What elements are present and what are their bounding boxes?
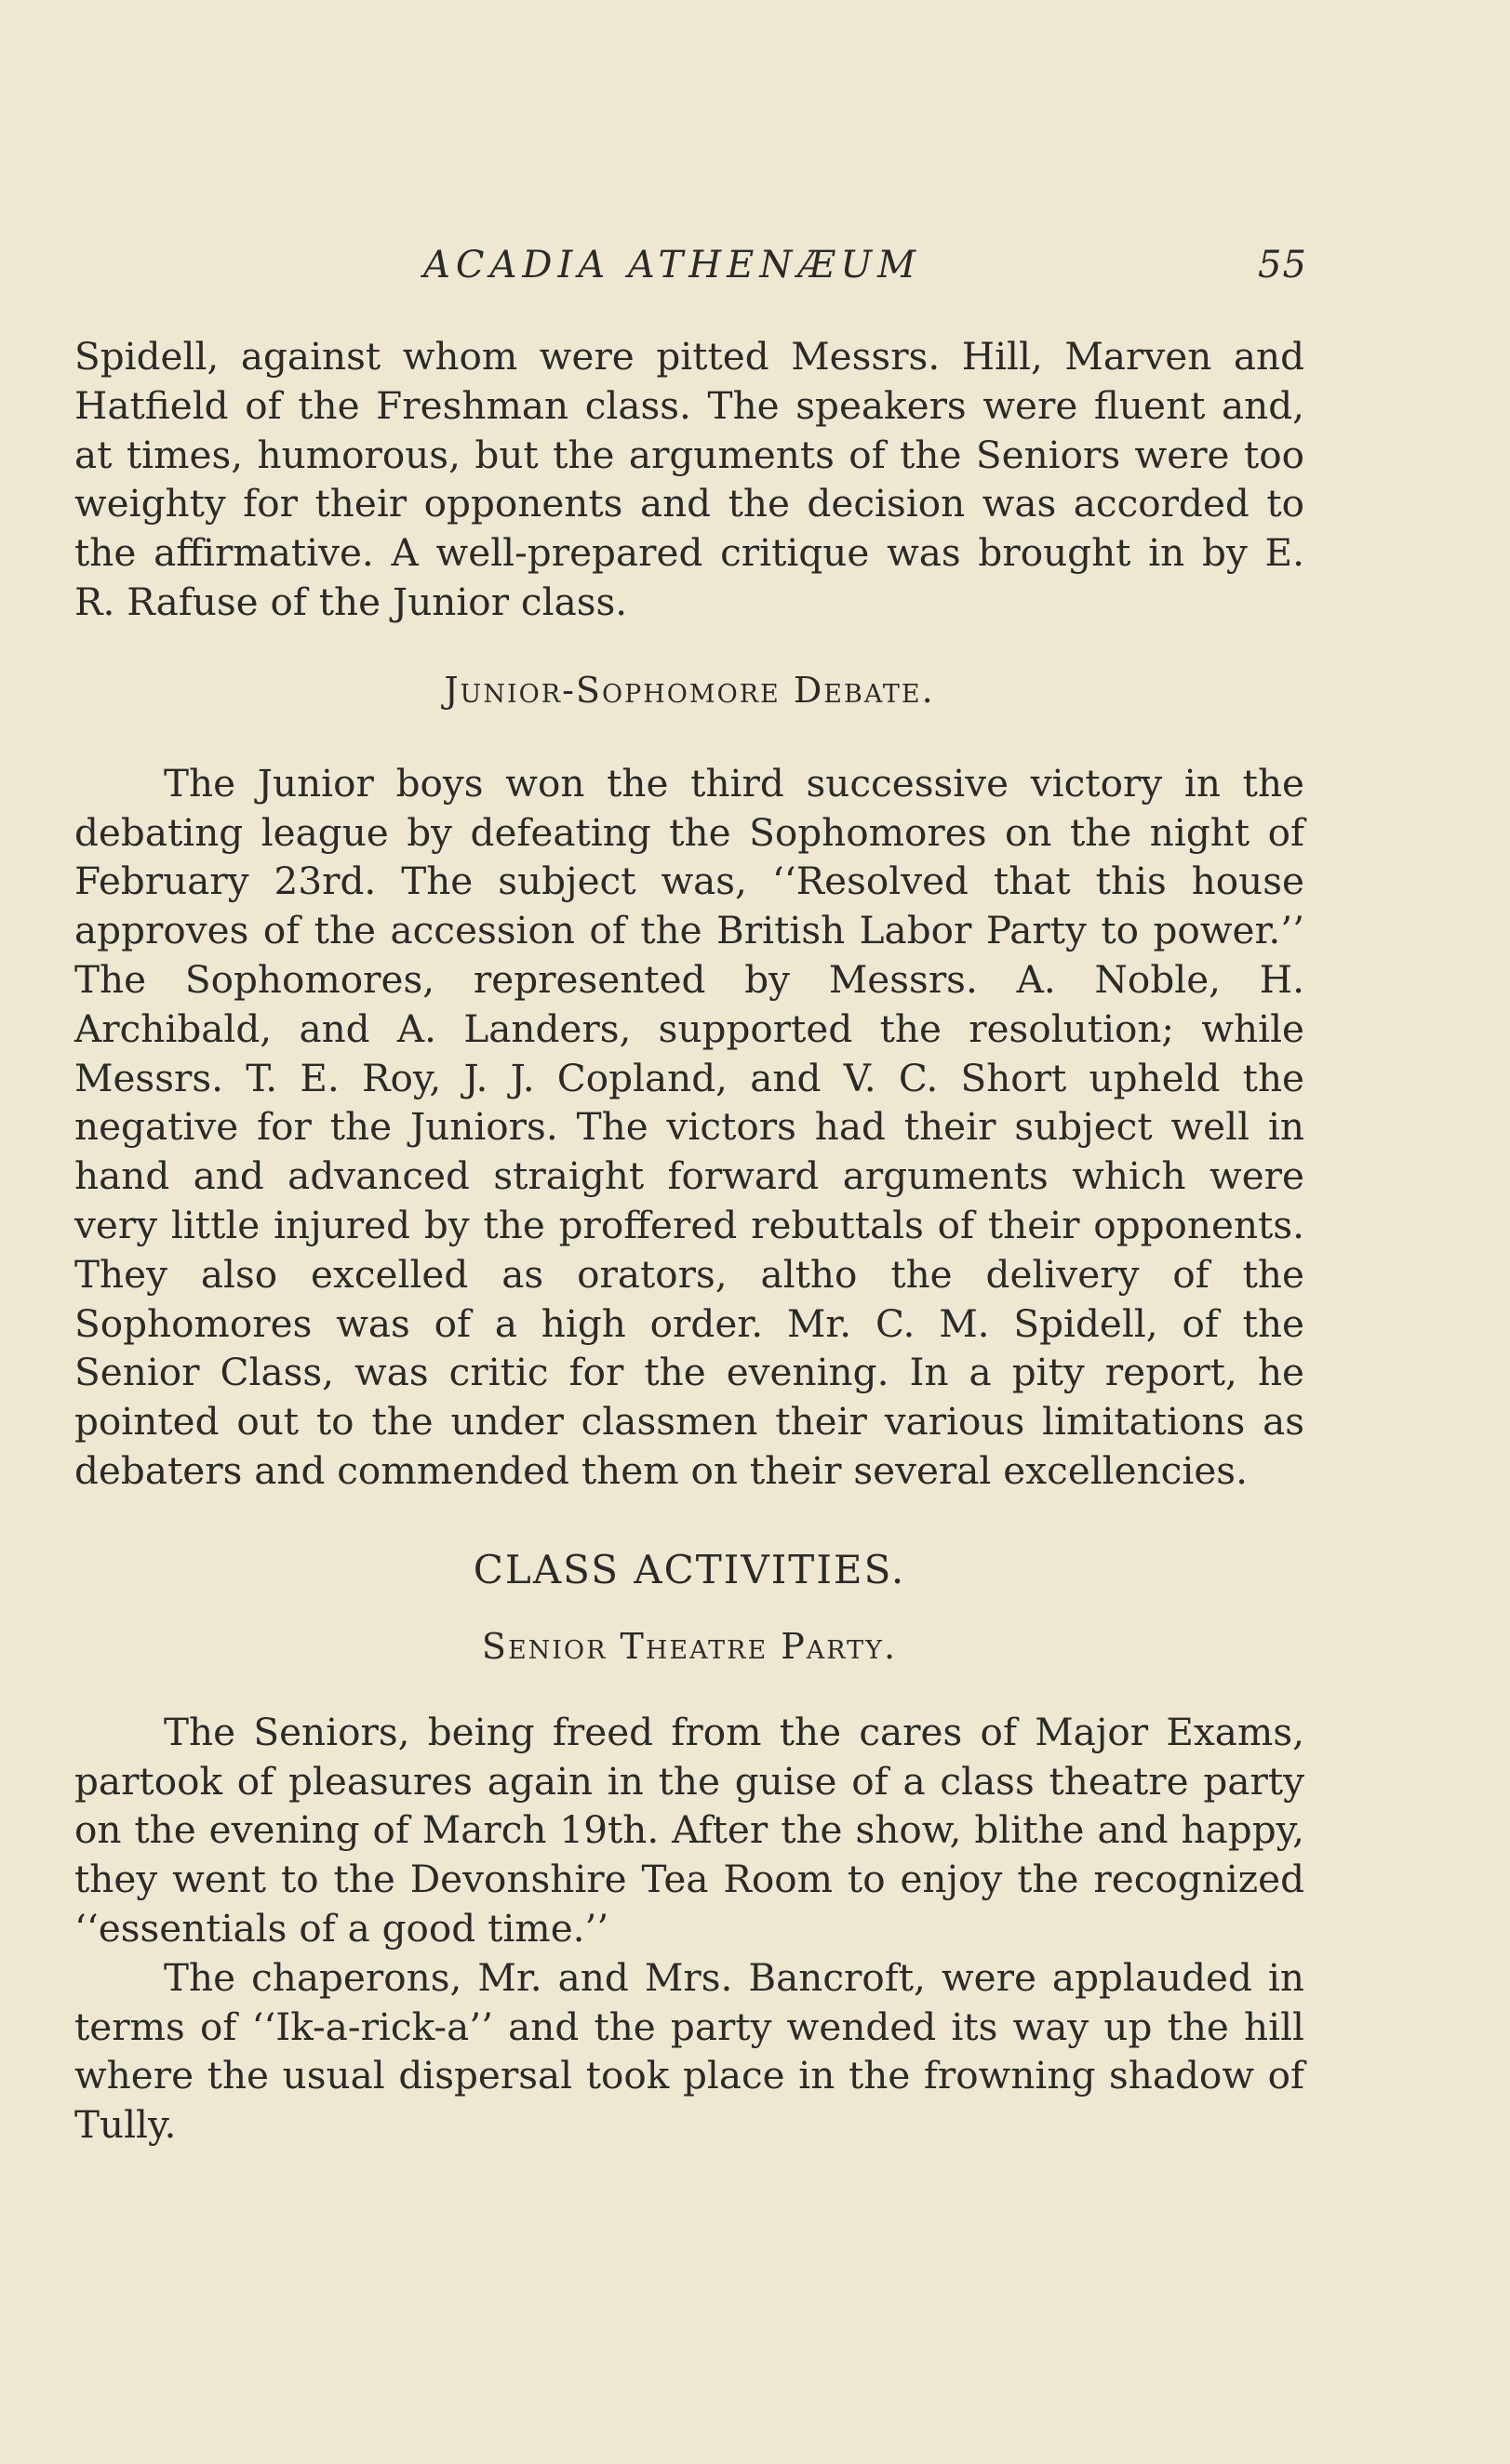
heading-class-activities: CLASS ACTIVITIES. <box>473 1546 906 1592</box>
page-number: 55 <box>1258 244 1307 286</box>
paragraph-senior-theatre-party: The Seniors, being freed from the cares of Major Exams, partook of pleasures again in the guise of a class theatre party on the evening of March 19th. After the show, blithe and happy, they went to the Devonshire Tea Room to enjoy the recognized ‘‘essentials of a good time.’’ <box>74 1709 1304 1951</box>
paragraph-chaperons: The chaperons, Mr. and Mrs. Bancroft, were applauded in terms of ‘‘Ik-a-rick-a’’ and the party wended its way up the hill where the usual dispersal took place in the frowning shadow of Tully. <box>74 1954 1304 2148</box>
paragraph-junior-sophomore-debate: The Junior boys won the third successive victory in the debating league by defeating the Sophomores on the night of February 23rd. The subject was, ‘‘Resolved that this house approves of the accession of the British Labor Party to power.’’ The Sophomores, represented by Messrs. A. Noble, H. Archibald, and A. Landers, supported the resolution; while Messrs. T. E. Roy, J. J. Copland, and V. C. Short upheld the negative for the Juniors. The victors had their subject well in hand and advanced straight forward arguments which were very little injured by the proffered rebuttals of their opponents. They also excelled as orators, altho the delivery of the Sophomores was of a high order. Mr. C. M. Spidell, of the Senior Class, was critic for the evening. In a pity report, he pointed out to the under classmen their various limitations as debaters and commended them on their several excellencies. <box>74 760 1304 1493</box>
running-head <box>0 244 1510 296</box>
journal-title: ACADIA ATHENÆUM <box>423 244 922 286</box>
heading-junior-sophomore-debate: Junior-Sophomore Debate. <box>444 669 935 711</box>
article-body <box>74 332 1304 2150</box>
paragraph-freshman-debate-end: Spidell, against whom were pitted Messrs. Hill, Marven and Hatfield of the Freshman class. The speakers were fluent and, at times, humorous, but the arguments of the Seniors were too weighty for their opponents and the decision was accorded to the affirmative. A well-prepared critique was brought in by E. R. Rafuse of the Junior class. <box>74 334 1304 624</box>
heading-senior-theatre-party: Senior Theatre Party. <box>481 1625 898 1667</box>
